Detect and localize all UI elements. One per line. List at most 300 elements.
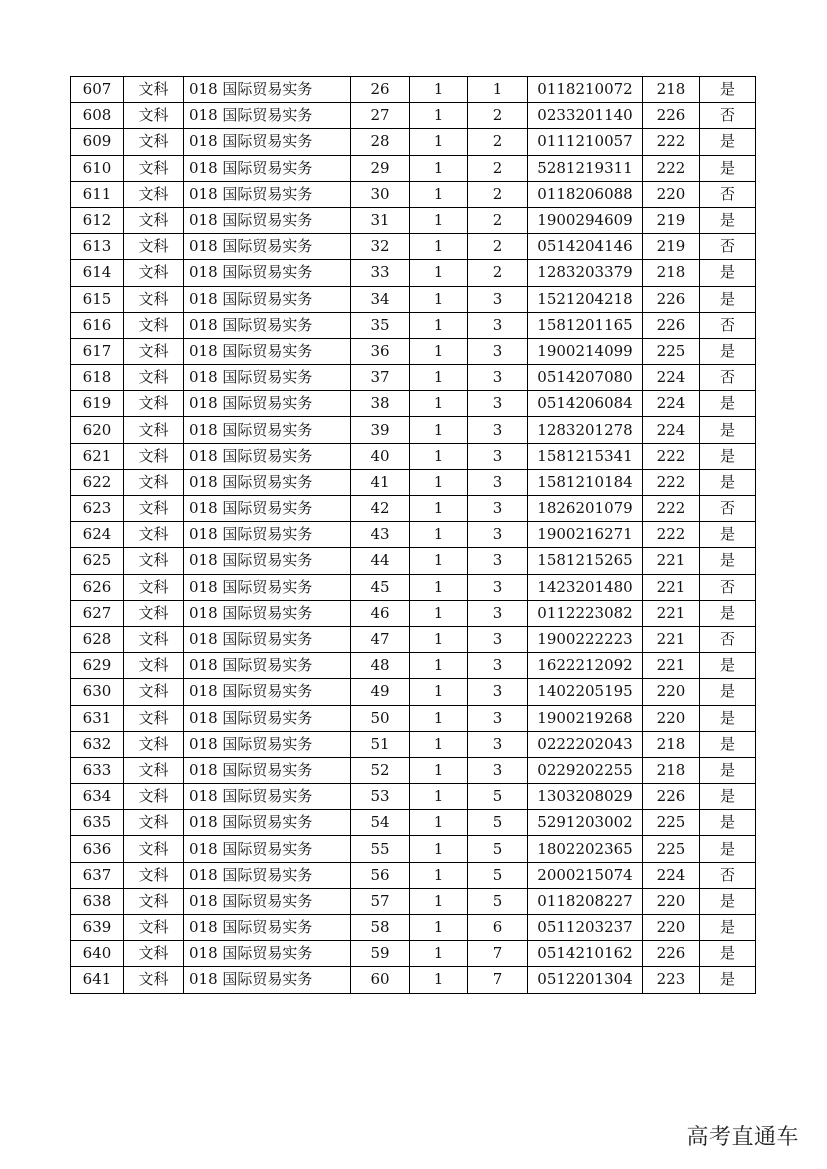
count-cell: 1 [410,522,468,548]
table-body [71,77,756,994]
count-cell: 1 [410,155,468,181]
row-number-cell: 634 [71,784,124,810]
flag-cell: 是 [700,129,756,155]
table-row [71,103,756,129]
group-cell: 3 [468,338,528,364]
exam-id-cell: 5291203002 [528,810,643,836]
count-cell: 1 [410,679,468,705]
exam-id-cell: 0511203237 [528,915,643,941]
group-cell: 7 [468,941,528,967]
rank-cell: 27 [351,103,410,129]
row-number-cell: 624 [71,522,124,548]
major-cell: 018 国际贸易实务 [184,836,351,862]
table-row [71,574,756,600]
score-cell: 220 [643,888,700,914]
exam-id-cell: 1900222223 [528,626,643,652]
flag-cell: 否 [700,312,756,338]
row-number-cell: 640 [71,941,124,967]
score-cell: 219 [643,207,700,233]
category-cell: 文科 [124,862,184,888]
rank-cell: 47 [351,626,410,652]
row-number-cell: 621 [71,443,124,469]
group-cell: 3 [468,574,528,600]
row-number-cell: 637 [71,862,124,888]
rank-cell: 42 [351,496,410,522]
group-cell: 3 [468,312,528,338]
count-cell: 1 [410,129,468,155]
exam-id-cell: 1581201165 [528,312,643,338]
major-cell: 018 国际贸易实务 [184,915,351,941]
score-cell: 221 [643,548,700,574]
rank-cell: 53 [351,784,410,810]
rank-cell: 59 [351,941,410,967]
count-cell: 1 [410,312,468,338]
exam-id-cell: 1581215341 [528,443,643,469]
table-row [71,443,756,469]
flag-cell: 是 [700,757,756,783]
group-cell: 3 [468,391,528,417]
flag-cell: 否 [700,234,756,260]
score-cell: 220 [643,181,700,207]
count-cell: 1 [410,862,468,888]
exam-id-cell: 0514204146 [528,234,643,260]
row-number-cell: 607 [71,77,124,103]
flag-cell: 是 [700,679,756,705]
score-cell: 222 [643,496,700,522]
score-cell: 218 [643,731,700,757]
table-row [71,77,756,103]
major-cell: 018 国际贸易实务 [184,653,351,679]
count-cell: 1 [410,338,468,364]
flag-cell: 是 [700,784,756,810]
count-cell: 1 [410,810,468,836]
exam-id-cell: 0222202043 [528,731,643,757]
score-cell: 225 [643,338,700,364]
score-cell: 226 [643,286,700,312]
count-cell: 1 [410,181,468,207]
major-cell: 018 国际贸易实务 [184,810,351,836]
score-cell: 218 [643,757,700,783]
group-cell: 5 [468,862,528,888]
exam-id-cell: 0118206088 [528,181,643,207]
major-cell: 018 国际贸易实务 [184,941,351,967]
major-cell: 018 国际贸易实务 [184,679,351,705]
group-cell: 5 [468,810,528,836]
major-cell: 018 国际贸易实务 [184,207,351,233]
table-row [71,626,756,652]
category-cell: 文科 [124,626,184,652]
group-cell: 3 [468,365,528,391]
flag-cell: 是 [700,391,756,417]
row-number-cell: 610 [71,155,124,181]
group-cell: 2 [468,181,528,207]
major-cell: 018 国际贸易实务 [184,103,351,129]
score-cell: 222 [643,155,700,181]
table-row [71,888,756,914]
rank-cell: 55 [351,836,410,862]
exam-id-cell: 1521204218 [528,286,643,312]
category-cell: 文科 [124,653,184,679]
rank-cell: 60 [351,967,410,993]
category-cell: 文科 [124,103,184,129]
exam-id-cell: 0118208227 [528,888,643,914]
category-cell: 文科 [124,77,184,103]
group-cell: 3 [468,626,528,652]
rank-cell: 36 [351,338,410,364]
category-cell: 文科 [124,129,184,155]
group-cell: 3 [468,731,528,757]
category-cell: 文科 [124,574,184,600]
exam-id-cell: 1900216271 [528,522,643,548]
group-cell: 3 [468,443,528,469]
exam-id-cell: 5281219311 [528,155,643,181]
table-row [71,417,756,443]
group-cell: 3 [468,417,528,443]
major-cell: 018 国际贸易实务 [184,862,351,888]
group-cell: 3 [468,522,528,548]
major-cell: 018 国际贸易实务 [184,522,351,548]
rank-cell: 51 [351,731,410,757]
exam-id-cell: 2000215074 [528,862,643,888]
score-cell: 225 [643,836,700,862]
major-cell: 018 国际贸易实务 [184,496,351,522]
major-cell: 018 国际贸易实务 [184,626,351,652]
count-cell: 1 [410,915,468,941]
exam-id-cell: 0512201304 [528,967,643,993]
category-cell: 文科 [124,784,184,810]
row-number-cell: 625 [71,548,124,574]
score-cell: 225 [643,810,700,836]
category-cell: 文科 [124,155,184,181]
count-cell: 1 [410,600,468,626]
major-cell: 018 国际贸易实务 [184,129,351,155]
row-number-cell: 633 [71,757,124,783]
rank-cell: 34 [351,286,410,312]
row-number-cell: 619 [71,391,124,417]
category-cell: 文科 [124,286,184,312]
exam-id-cell: 1581215265 [528,548,643,574]
major-cell: 018 国际贸易实务 [184,181,351,207]
table-row [71,941,756,967]
major-cell: 018 国际贸易实务 [184,338,351,364]
major-cell: 018 国际贸易实务 [184,600,351,626]
rank-cell: 35 [351,312,410,338]
major-cell: 018 国际贸易实务 [184,469,351,495]
score-cell: 219 [643,234,700,260]
score-cell: 223 [643,967,700,993]
count-cell: 1 [410,207,468,233]
row-number-cell: 628 [71,626,124,652]
table-row [71,836,756,862]
table-row [71,522,756,548]
major-cell: 018 国际贸易实务 [184,155,351,181]
score-cell: 224 [643,365,700,391]
category-cell: 文科 [124,391,184,417]
rank-cell: 50 [351,705,410,731]
row-number-cell: 622 [71,469,124,495]
category-cell: 文科 [124,679,184,705]
row-number-cell: 638 [71,888,124,914]
score-cell: 221 [643,653,700,679]
table-row [71,548,756,574]
rank-cell: 52 [351,757,410,783]
score-cell: 226 [643,312,700,338]
count-cell: 1 [410,103,468,129]
count-cell: 1 [410,941,468,967]
score-cell: 222 [643,522,700,548]
table-row [71,784,756,810]
exam-id-cell: 1900214099 [528,338,643,364]
rank-cell: 28 [351,129,410,155]
score-cell: 218 [643,77,700,103]
count-cell: 1 [410,417,468,443]
flag-cell: 否 [700,496,756,522]
score-cell: 224 [643,391,700,417]
count-cell: 1 [410,784,468,810]
category-cell: 文科 [124,417,184,443]
count-cell: 1 [410,653,468,679]
count-cell: 1 [410,77,468,103]
category-cell: 文科 [124,312,184,338]
exam-id-cell: 1581210184 [528,469,643,495]
count-cell: 1 [410,443,468,469]
major-cell: 018 国际贸易实务 [184,784,351,810]
rank-cell: 49 [351,679,410,705]
rank-cell: 57 [351,888,410,914]
flag-cell: 是 [700,338,756,364]
count-cell: 1 [410,888,468,914]
row-number-cell: 630 [71,679,124,705]
category-cell: 文科 [124,522,184,548]
flag-cell: 否 [700,181,756,207]
category-cell: 文科 [124,496,184,522]
flag-cell: 是 [700,207,756,233]
category-cell: 文科 [124,207,184,233]
exam-id-cell: 1622212092 [528,653,643,679]
score-cell: 226 [643,941,700,967]
group-cell: 6 [468,915,528,941]
exam-id-cell: 1900294609 [528,207,643,233]
group-cell: 1 [468,77,528,103]
exam-id-cell: 1900219268 [528,705,643,731]
group-cell: 2 [468,155,528,181]
group-cell: 2 [468,103,528,129]
rank-cell: 40 [351,443,410,469]
group-cell: 2 [468,129,528,155]
flag-cell: 是 [700,548,756,574]
category-cell: 文科 [124,443,184,469]
category-cell: 文科 [124,548,184,574]
table-row [71,915,756,941]
group-cell: 3 [468,469,528,495]
rank-cell: 48 [351,653,410,679]
exam-id-cell: 1283203379 [528,260,643,286]
group-cell: 3 [468,679,528,705]
score-cell: 222 [643,129,700,155]
table-row [71,234,756,260]
score-cell: 220 [643,705,700,731]
flag-cell: 是 [700,705,756,731]
table-row [71,496,756,522]
group-cell: 3 [468,286,528,312]
category-cell: 文科 [124,234,184,260]
exam-id-cell: 1402205195 [528,679,643,705]
category-cell: 文科 [124,967,184,993]
major-cell: 018 国际贸易实务 [184,888,351,914]
category-cell: 文科 [124,338,184,364]
count-cell: 1 [410,496,468,522]
score-cell: 222 [643,443,700,469]
exam-id-cell: 0514206084 [528,391,643,417]
rank-cell: 33 [351,260,410,286]
row-number-cell: 623 [71,496,124,522]
table-row [71,967,756,993]
category-cell: 文科 [124,836,184,862]
flag-cell: 是 [700,888,756,914]
flag-cell: 否 [700,365,756,391]
exam-id-cell: 0112223082 [528,600,643,626]
row-number-cell: 626 [71,574,124,600]
rank-cell: 45 [351,574,410,600]
row-number-cell: 631 [71,705,124,731]
major-cell: 018 国际贸易实务 [184,286,351,312]
major-cell: 018 国际贸易实务 [184,731,351,757]
table-row [71,705,756,731]
group-cell: 3 [468,600,528,626]
count-cell: 1 [410,391,468,417]
flag-cell: 是 [700,77,756,103]
watermark-text: 高考直通车 [686,1125,799,1150]
table-row [71,155,756,181]
count-cell: 1 [410,836,468,862]
category-cell: 文科 [124,915,184,941]
row-number-cell: 611 [71,181,124,207]
row-number-cell: 614 [71,260,124,286]
group-cell: 5 [468,888,528,914]
count-cell: 1 [410,967,468,993]
flag-cell: 是 [700,155,756,181]
group-cell: 7 [468,967,528,993]
flag-cell: 是 [700,260,756,286]
exam-id-cell: 1283201278 [528,417,643,443]
row-number-cell: 632 [71,731,124,757]
category-cell: 文科 [124,888,184,914]
table-row [71,129,756,155]
exam-id-cell: 1303208029 [528,784,643,810]
category-cell: 文科 [124,469,184,495]
flag-cell: 是 [700,653,756,679]
flag-cell: 是 [700,286,756,312]
table-row [71,469,756,495]
row-number-cell: 608 [71,103,124,129]
flag-cell: 否 [700,626,756,652]
row-number-cell: 617 [71,338,124,364]
row-number-cell: 629 [71,653,124,679]
flag-cell: 否 [700,574,756,600]
group-cell: 3 [468,653,528,679]
flag-cell: 是 [700,522,756,548]
flag-cell: 是 [700,967,756,993]
score-cell: 218 [643,260,700,286]
category-cell: 文科 [124,600,184,626]
flag-cell: 否 [700,862,756,888]
exam-id-cell: 0514210162 [528,941,643,967]
group-cell: 3 [468,705,528,731]
count-cell: 1 [410,286,468,312]
flag-cell: 是 [700,417,756,443]
table-row [71,600,756,626]
rank-cell: 46 [351,600,410,626]
group-cell: 2 [468,234,528,260]
count-cell: 1 [410,626,468,652]
rank-cell: 56 [351,862,410,888]
score-cell: 226 [643,784,700,810]
rank-cell: 30 [351,181,410,207]
table-row [71,286,756,312]
rank-cell: 29 [351,155,410,181]
rank-cell: 38 [351,391,410,417]
major-cell: 018 国际贸易实务 [184,365,351,391]
rank-cell: 31 [351,207,410,233]
category-cell: 文科 [124,731,184,757]
row-number-cell: 639 [71,915,124,941]
exam-id-cell: 1802202365 [528,836,643,862]
rank-cell: 41 [351,469,410,495]
exam-id-cell: 1826201079 [528,496,643,522]
flag-cell: 是 [700,443,756,469]
rank-cell: 54 [351,810,410,836]
exam-id-cell: 0229202255 [528,757,643,783]
score-cell: 226 [643,103,700,129]
table-row [71,731,756,757]
row-number-cell: 612 [71,207,124,233]
score-cell: 221 [643,574,700,600]
rank-cell: 39 [351,417,410,443]
group-cell: 3 [468,757,528,783]
group-cell: 3 [468,548,528,574]
row-number-cell: 641 [71,967,124,993]
row-number-cell: 615 [71,286,124,312]
flag-cell: 是 [700,915,756,941]
exam-id-cell: 0514207080 [528,365,643,391]
table-row [71,757,756,783]
category-cell: 文科 [124,181,184,207]
score-cell: 221 [643,600,700,626]
score-cell: 220 [643,679,700,705]
flag-cell: 是 [700,600,756,626]
exam-id-cell: 0111210057 [528,129,643,155]
table-row [71,260,756,286]
category-cell: 文科 [124,941,184,967]
major-cell: 018 国际贸易实务 [184,417,351,443]
score-cell: 224 [643,862,700,888]
exam-id-cell: 0118210072 [528,77,643,103]
exam-id-cell: 0233201140 [528,103,643,129]
row-number-cell: 618 [71,365,124,391]
rank-cell: 43 [351,522,410,548]
table-row [71,810,756,836]
rank-cell: 58 [351,915,410,941]
table-row [71,338,756,364]
row-number-cell: 620 [71,417,124,443]
group-cell: 2 [468,207,528,233]
score-cell: 221 [643,626,700,652]
major-cell: 018 国际贸易实务 [184,260,351,286]
flag-cell: 是 [700,469,756,495]
table-row [71,181,756,207]
flag-cell: 是 [700,810,756,836]
table-row [71,312,756,338]
